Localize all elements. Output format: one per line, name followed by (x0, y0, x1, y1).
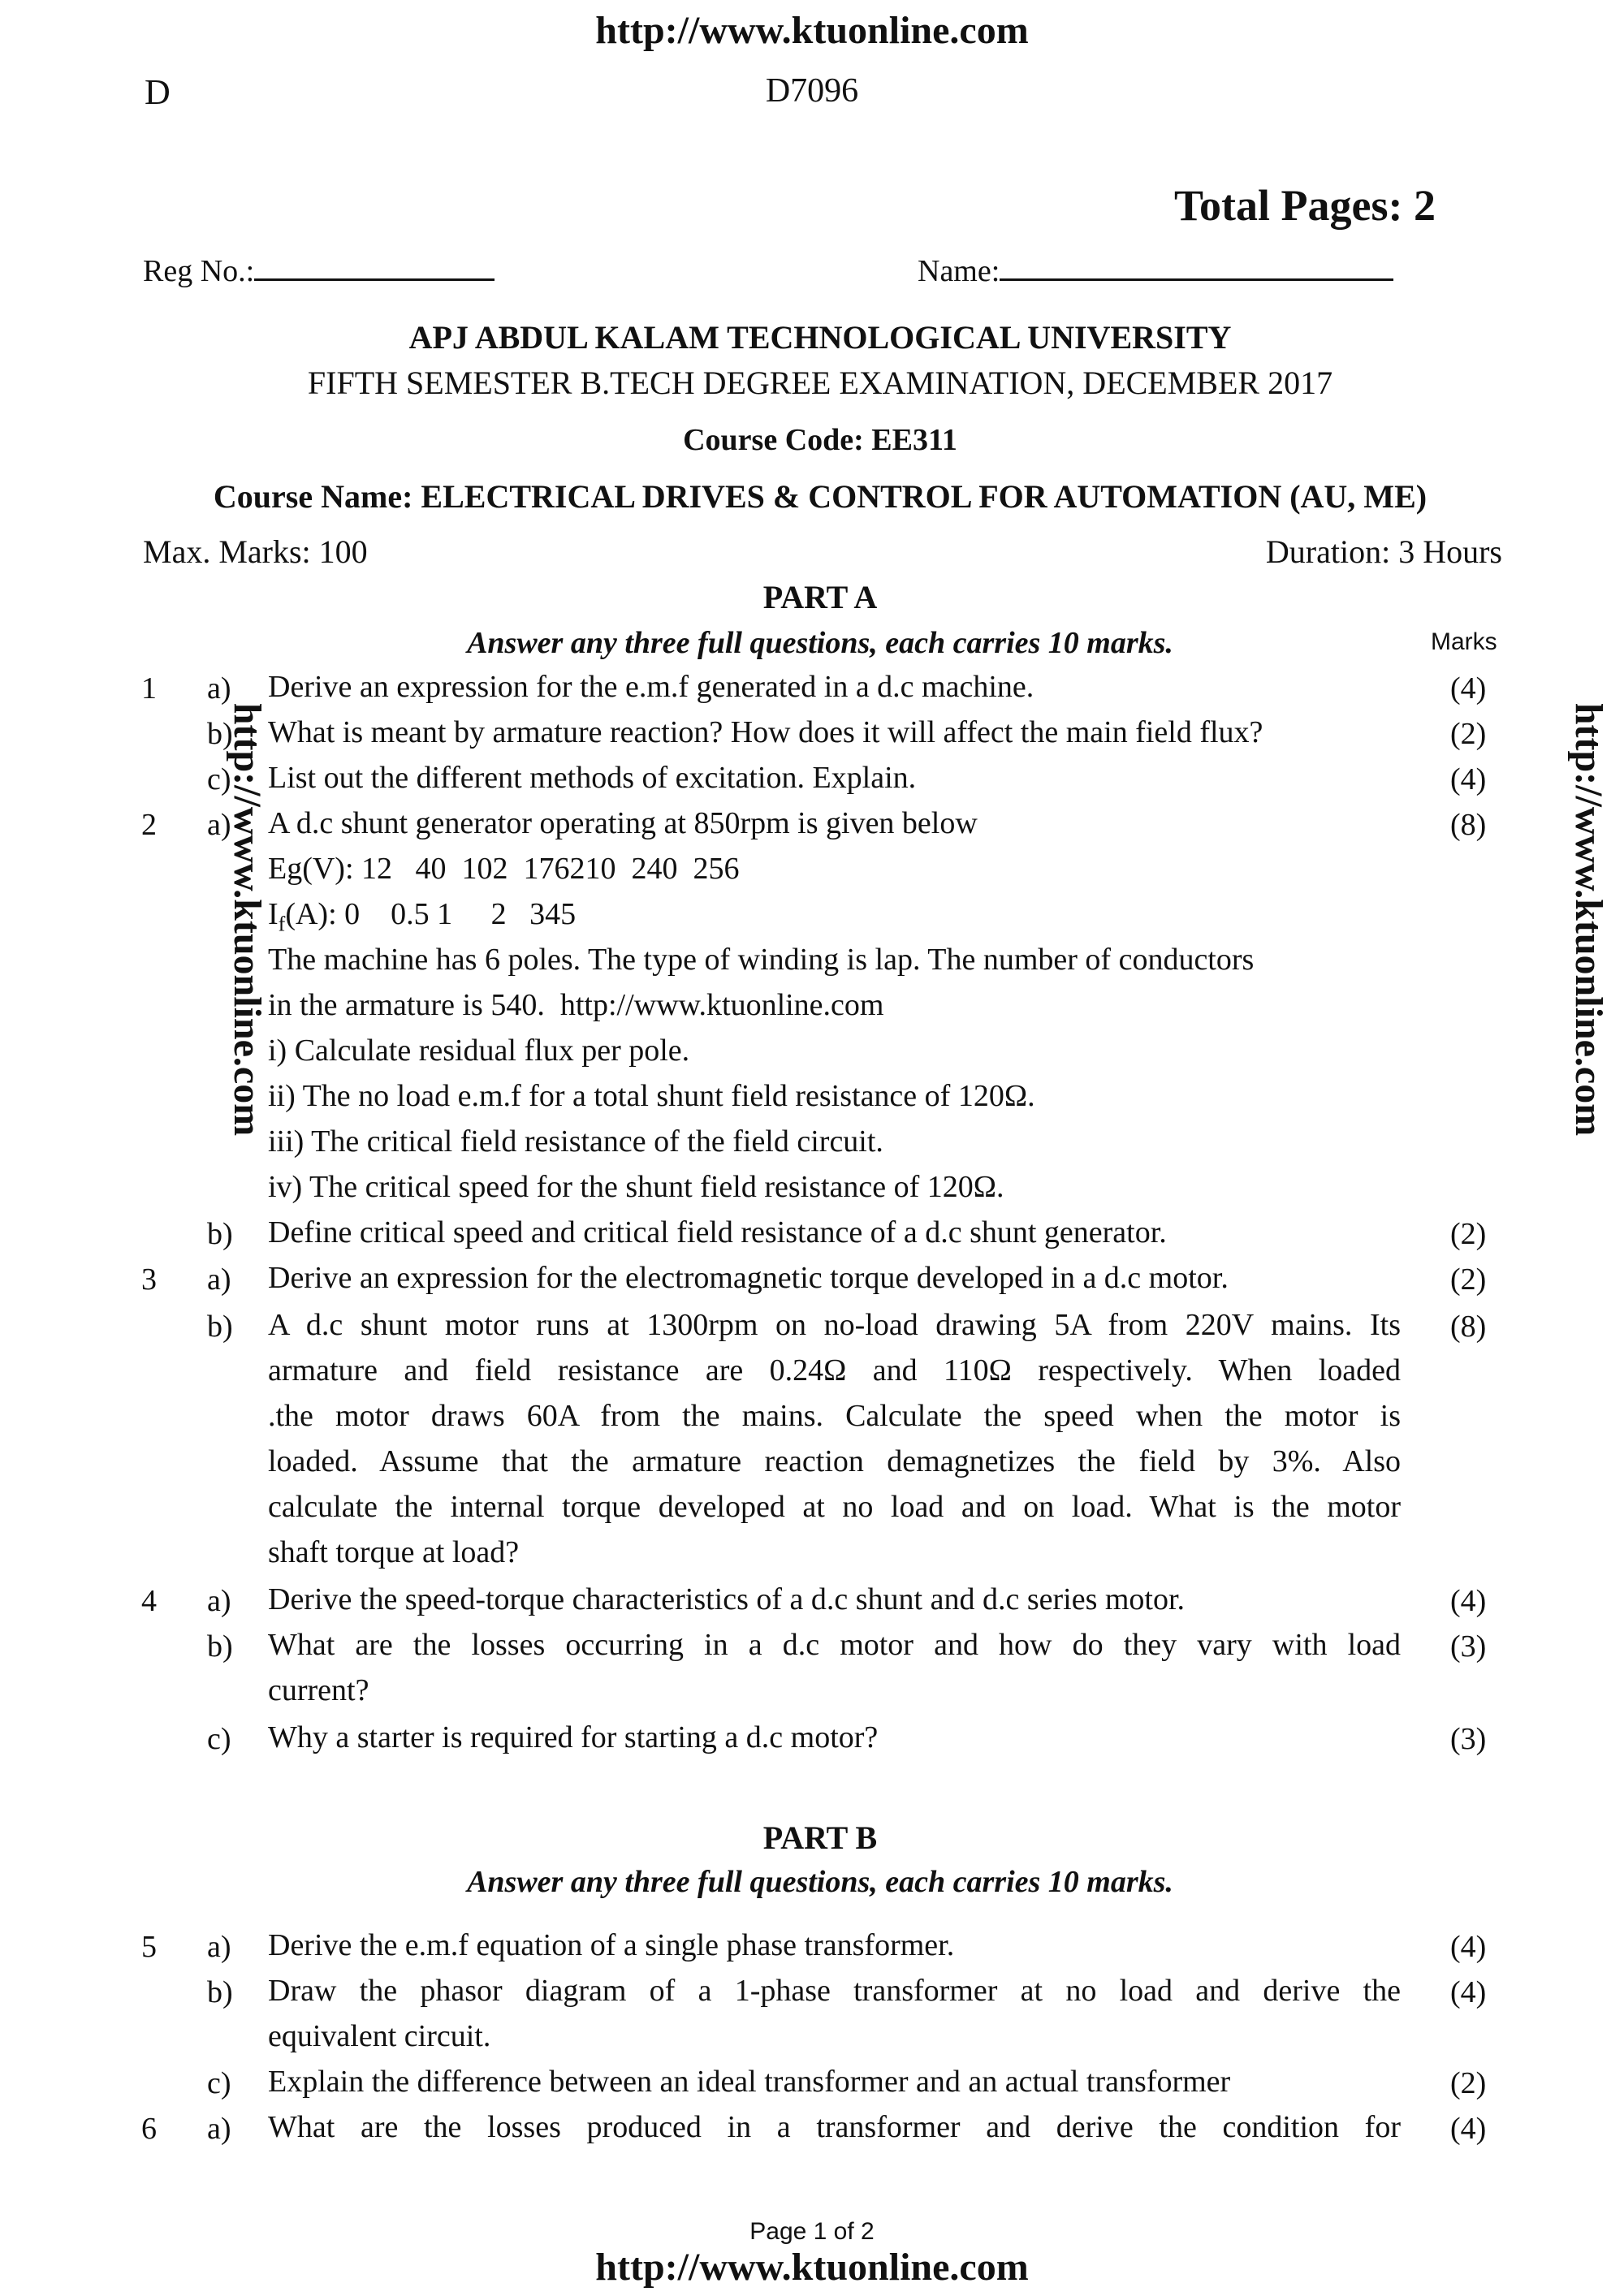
sub-label: a) (207, 1584, 231, 1618)
question-text: Derive an expression for the electromagnetic torque developed in a d.c motor. (268, 1261, 1229, 1295)
sub-question-ii: ii) The no load e.m.f for a total shunt field resistance of 120Ω. (268, 1079, 1035, 1113)
marks-value: (8) (1450, 1310, 1487, 1344)
question-text: List out the different methods of excitation. Explain. (268, 761, 917, 795)
side-url-right[interactable]: http://www.ktuonline.com (1567, 702, 1611, 1137)
sub-label: a) (207, 2112, 231, 2146)
question-number: 5 (141, 1930, 157, 1964)
question-text: Define critical speed and critical field resistance of a d.c shunt generator. (268, 1215, 1167, 1249)
question-text: in the armature is 540. (268, 988, 545, 1022)
marks-value: (4) (1450, 1584, 1487, 1618)
question-text: Derive the speed-torque characteristics of a d.c shunt and d.c series motor. (268, 1582, 1186, 1616)
marks-value: (2) (1450, 2066, 1487, 2100)
marks-value: (4) (1450, 762, 1487, 796)
question-text: Draw the phasor diagram of a 1-phase transformer at no load and derive the (268, 1974, 1401, 2008)
sub-label: b) (207, 1629, 233, 1664)
course-name: Course Name: ELECTRICAL DRIVES & CONTROL FOR AUTOMATION (AU, ME) (213, 478, 1427, 515)
sub-label: a) (207, 1262, 231, 1297)
sub-label: a) (207, 671, 231, 706)
sub-question-iv: iv) The critical speed for the shunt field resistance of 120Ω. (268, 1170, 1004, 1204)
series-letter: D (145, 72, 171, 112)
total-pages: Total Pages: 2 (1174, 181, 1436, 230)
side-url-left[interactable]: http://www.ktuonline.com (226, 702, 270, 1137)
duration: Duration: 3 Hours (1265, 533, 1502, 570)
marks-value: (2) (1450, 1217, 1487, 1251)
marks-value: (2) (1450, 1262, 1487, 1297)
paper-code: D7096 (765, 72, 859, 110)
question-number: 2 (141, 808, 157, 842)
question-text: Derive an expression for the e.m.f generated in a d.c machine. (268, 670, 1034, 704)
sub-label: c) (207, 1722, 231, 1756)
reg-no-field (143, 253, 495, 289)
question-text-line (268, 982, 1401, 1028)
sub-label: b) (207, 1310, 233, 1344)
question-text: equivalent circuit. (268, 2019, 491, 2053)
marks-value: (4) (1450, 2112, 1487, 2146)
part-b-instruction: Answer any three full questions, each carries 10 marks. (467, 1865, 1173, 1899)
data-row-if-subscript: f (278, 912, 286, 936)
question-text: .the motor draws 60A from the mains. Calculate the speed when the motor is (268, 1399, 1401, 1433)
data-row-if-prefix: I (268, 897, 279, 931)
question-text: The machine has 6 poles. The type of winding is lap. The number of conductors (268, 943, 1255, 977)
question-text: What are the losses produced in a transformer and derive the condition for (268, 2110, 1401, 2144)
max-marks: Max. Marks: 100 (143, 533, 368, 570)
marks-header: Marks (1431, 628, 1497, 655)
reg-no-label: Reg No.: (143, 254, 255, 288)
marks-value: (4) (1450, 671, 1487, 706)
question-text: A d.c shunt motor runs at 1300rpm on no-load drawing 5A from 220V mains. Its (268, 1308, 1401, 1342)
question-text: Explain the difference between an ideal transformer and an actual transformer (268, 2065, 1231, 2099)
site-url-top[interactable]: http://www.ktuonline.com (595, 9, 1029, 52)
part-a-instruction: Answer any three full questions, each carries 10 marks. (467, 626, 1173, 660)
page-footer: Page 1 of 2 (749, 2218, 875, 2245)
question-text: loaded. Assume that the armature reaction demagnetizes the field by 3%. Also (268, 1444, 1401, 1478)
exam-title: FIFTH SEMESTER B.TECH DEGREE EXAMINATION, DECEMBER 2017 (307, 365, 1333, 401)
course-code: Course Code: EE311 (683, 423, 957, 457)
sub-label: c) (207, 762, 231, 796)
question-text: armature and field resistance are 0.24Ω and 110Ω respectively. When loaded (268, 1353, 1401, 1388)
university-name: APJ ABDUL KALAM TECHNOLOGICAL UNIVERSITY (408, 319, 1232, 356)
sub-label: b) (207, 1975, 233, 2009)
sub-question-iii: iii) The critical field resistance of the field circuit. (268, 1124, 883, 1159)
data-row-if-values: (A): 0 0.5 1 2 345 (285, 897, 577, 931)
name-label: Name: (918, 254, 1000, 288)
question-text: calculate the internal torque developed at no load and on load. What is the motor (268, 1490, 1401, 1524)
marks-value: (4) (1450, 1975, 1487, 2009)
question-text: current? (268, 1673, 369, 1707)
marks-value: (8) (1450, 808, 1487, 842)
question-number: 6 (141, 2112, 157, 2146)
inline-url[interactable]: http://www.ktuonline.com (559, 988, 884, 1022)
question-number: 1 (141, 671, 157, 706)
marks-value: (2) (1450, 717, 1487, 751)
marks-value: (4) (1450, 1930, 1487, 1964)
question-text: What is meant by armature reaction? How does it will affect the main field flux? (268, 715, 1263, 749)
marks-value: (3) (1450, 1629, 1487, 1664)
sub-label: c) (207, 2066, 231, 2100)
part-a-title: PART A (762, 579, 878, 615)
sub-label: b) (207, 717, 233, 751)
question-text: shaft torque at load? (268, 1535, 520, 1569)
question-text: What are the losses occurring in a d.c motor and how do they vary with load (268, 1628, 1401, 1662)
part-b-title: PART B (762, 1819, 878, 1856)
question-number: 3 (141, 1262, 157, 1297)
question-number: 4 (141, 1584, 157, 1618)
marks-value: (3) (1450, 1722, 1487, 1756)
name-line (1000, 254, 1393, 281)
question-text: Derive the e.m.f equation of a single phase transformer. (268, 1928, 955, 1962)
sub-question-i: i) Calculate residual flux per pole. (268, 1034, 690, 1068)
site-url-bottom[interactable]: http://www.ktuonline.com (595, 2246, 1029, 2289)
question-text: A d.c shunt generator operating at 850rpm is given below (268, 806, 978, 840)
sub-label: a) (207, 808, 231, 842)
data-row-eg: Eg(V): 12 40 102 176210 240 256 (268, 852, 740, 886)
name-field (918, 253, 1393, 289)
reg-no-line (254, 254, 495, 281)
sub-label: b) (207, 1217, 233, 1251)
sub-label: a) (207, 1930, 231, 1964)
question-text: Why a starter is required for starting a d.c motor? (268, 1720, 879, 1754)
